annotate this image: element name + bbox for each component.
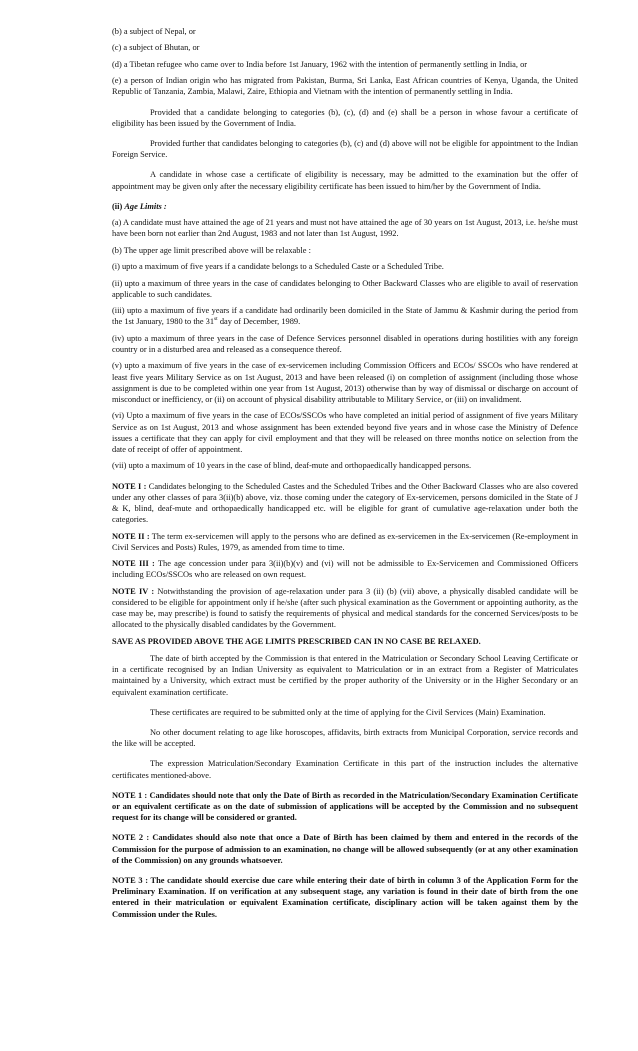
dob-certificates: These certificates are required to be submitted only at the time of applying for the Civil Services (Main) Examination. xyxy=(150,707,546,717)
age-iii-post: day of December, 1989. xyxy=(217,317,301,327)
no-relaxation-heading: SAVE AS PROVIDED ABOVE THE AGE LIMITS PRESCRIBED CAN IN NO CASE BE RELAXED. xyxy=(112,636,481,646)
note-iii xyxy=(112,558,578,580)
dob-note-1: NOTE 1 : Candidates should note that only the Date of Birth as recorded in the Matriculation/Secondary Examination Certificate or an equivalent certificate as on the date of submission of applications will be accepted by the Commission and no subsequent request for its change will be considered or granted. xyxy=(112,790,578,823)
elig-c: (c) a subject of Bhutan, or xyxy=(112,43,200,53)
note-i xyxy=(112,481,578,526)
elig-e: (e) a person of Indian origin who has migrated from Pakistan, Burma, Sri Lanka, East African countries of Kenya, Uganda, the United Republic of Tanzania, Zambia, Malawi, Zaire, Ethiopia and Vietnam with the intention of permanently settling in India. xyxy=(112,76,578,97)
note-i-label: NOTE I : xyxy=(112,481,147,491)
dob-note-2: NOTE 2 : Candidates should also note that once a Date of Birth has been claimed by them and entered in the records of the Commission for the purpose of admission to an examination, no change will be allowed subsequently (or at any other examination of the Commission) on any grounds whatsoever. xyxy=(112,833,578,865)
dob-note-3: NOTE 3 : The candidate should exercise due care while entering their date of birth in column 3 of the Application Form for the Preliminary Examination. If on verification at any subsequent stage, any variation is found in their date of birth from the one entered in their matriculation or equivalent Examination certificate, disciplinary action will be taken against them by the Commission under the Rules. xyxy=(112,875,578,919)
note-ii xyxy=(112,531,578,553)
age-iii xyxy=(112,305,578,327)
elig-d: (d) a Tibetan refugee who came over to India before 1st January, 1962 with the intention of permanently settling in India, or xyxy=(112,59,528,69)
note-ii-text: The term ex-servicemen will apply to the persons who are defined as ex-servicemen in the Ex-servicemen (Re-employment in Civil Services and Posts) Rules, 1979, as amended from time to time. xyxy=(112,531,578,552)
note-ii-label: NOTE II : xyxy=(112,531,150,541)
note-iii-text: The age concession under para 3(ii)(b)(v) and (vi) will not be admissible to Ex-Servicemen and Commissioned Officers including ECOs/SSCOs who are released on own request. xyxy=(112,559,578,580)
age-limits-heading xyxy=(112,201,578,212)
age-vii: (vii) upto a maximum of 10 years in the case of blind, deaf-mute and orthopaedically handicapped persons. xyxy=(112,461,472,471)
dob-expression: The expression Matriculation/Secondary Examination Certificate in this part of the instruction includes the alternative certificates mentioned-above. xyxy=(112,759,578,780)
age-a: (a) A candidate must have attained the age of 21 years and must not have attained the age of 30 years on 1st August, 2013, i.e. he/she must have been born not earlier than 2nd August, 1983 and not later than 1st August, 1992. xyxy=(112,218,578,239)
age-iii-pre: (iii) upto a maximum of five years if a candidate had ordinarily been domiciled in the State of Jammu & Kashmir during the period from the 1st January, 1980 to the 31 xyxy=(112,306,578,327)
note-iv xyxy=(112,586,578,631)
note-iv-label: NOTE IV : xyxy=(112,586,155,596)
note-iv-text: Notwithstanding the provision of age-relaxation under para 3 (ii) (b) (vii) above, a physically disabled candidate will be considered to be eligible for appointment only if he/she (after such physical examination as the Government or appointing authority, as the case may be, may prescribe) is found to satisfy the requirements of physical and medical standards for the concerned Services/posts to be allocated to the physically disabled candidates by the Government. xyxy=(112,586,578,630)
age-iv: (iv) upto a maximum of three years in the case of Defence Services personnel disabled in operations during hostilities with any foreign country or in a disturbed area and released as a consequence thereof. xyxy=(112,333,578,354)
dob-accepted: The date of birth accepted by the Commission is that entered in the Matriculation or Secondary School Leaving Certificate or in a certificate recognised by an Indian University as equivalent to Matriculation or in an extract from a Register of Matriculates maintained by a University, which extract must be certified by the proper authority of the University or in the Higher Secondary or an equivalent examination certificate. xyxy=(112,653,578,697)
age-vi: (vi) Upto a maximum of five years in the case of ECOs/SSCOs who have completed an initial period of assignment of five years Military Service as on 1st August, 2013 and whose assignment has been extended beyond five years and in whose case the Ministry of Defence issues a certificate that they can apply for civil employment and that they will be released on three months notice on selection from the date of receipt of offer of appointment. xyxy=(112,411,578,454)
elig-provided-2: Provided further that candidates belonging to categories (b), (c) and (d) above will not be eligible for appointment to the Indian Foreign Service. xyxy=(112,138,578,160)
age-ii: (ii) upto a maximum of three years in the case of candidates belonging to Other Backward Classes who are eligible to avail of reservation applicable to such candidates. xyxy=(112,278,578,299)
elig-b: (b) a subject of Nepal, or xyxy=(112,27,196,36)
age-iii-sup: st xyxy=(214,316,218,323)
age-i: (i) upto a maximum of five years if a candidate belongs to a Scheduled Caste or a Scheduled Tribe. xyxy=(112,262,444,272)
age-heading-text: Age Limits : xyxy=(124,201,167,211)
age-b: (b) The upper age limit prescribed above will be relaxable : xyxy=(112,245,311,255)
dob-other-documents: No other document relating to age like horoscopes, affidavits, birth extracts from Municipal Corporation, service records and the like will be accepted. xyxy=(112,727,578,749)
age-heading-num: (ii) xyxy=(112,201,123,211)
elig-provided-1: Provided that a candidate belonging to categories (b), (c), (d) and (e) shall be a person in whose favour a certificate of eligibility has been issued by the Government of India. xyxy=(112,107,578,128)
document-page xyxy=(112,26,578,925)
elig-admission: A candidate in whose case a certificate of eligibility is necessary, may be admitted to the examination but the offer of appointment may be given only after the necessary eligibility certificate has been issued to him/her by the Government of India. xyxy=(112,170,578,191)
note-iii-label: NOTE III : xyxy=(112,559,155,569)
note-i-text: Candidates belonging to the Scheduled Castes and the Scheduled Tribes and the Other Backward Classes who are also covered under any other classes of para 3(ii)(b) above, viz. those coming under the category of Ex-servicemen, persons domiciled in the State of J & K, blind, deaf-mute and orthopaedically handicapped etc. will be eligible for grant of cumulative age-relaxation under both the categories. xyxy=(112,481,578,525)
age-v: (v) upto a maximum of five years in the case of ex-servicemen including Commission Officers and ECOs/ SSCOs who have rendered at least five years Military Service as on 1st August, 2013 and have been released (i) on completion of assignment (including those whose assignment is due to be completed within one year from 1st August, 2013) otherwise than by way of dismissal or discharge on account of misconduct or inefficiency, or (ii) on account of physical disability attributable to Military Service, or (iii) on invalidment. xyxy=(112,361,578,404)
